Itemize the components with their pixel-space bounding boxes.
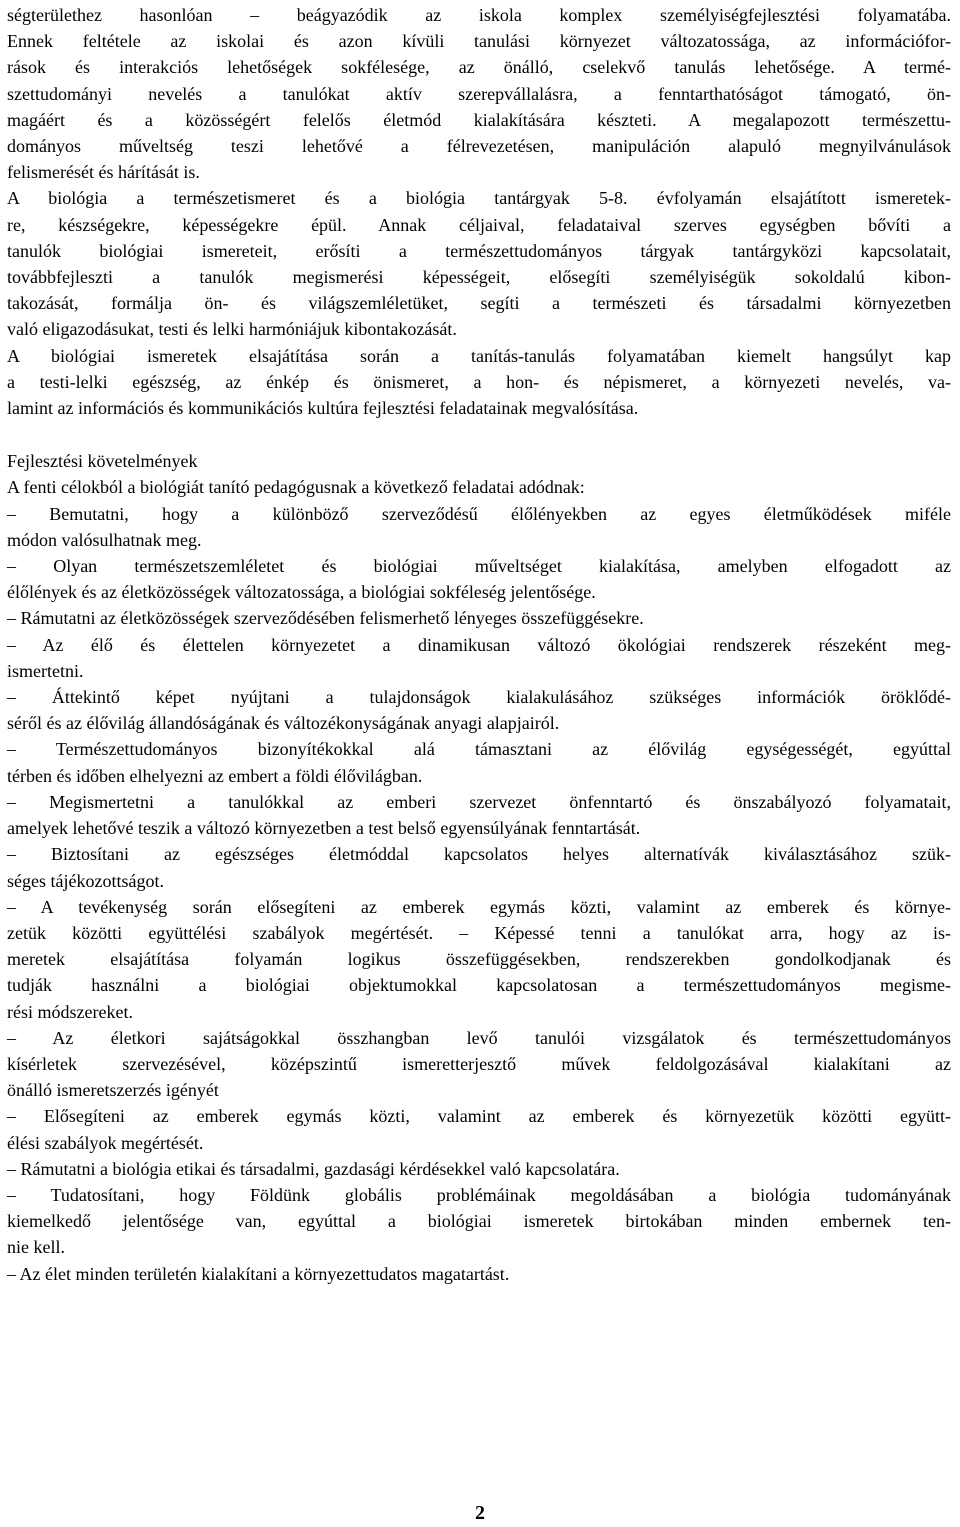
list-item [7, 553, 951, 605]
list-item [7, 1156, 951, 1182]
text-line: zetük közötti együttélési szabályok megértését. – Képessé tenni a tanulókat arra, hogy az is- [7, 922, 951, 943]
list-item [7, 684, 951, 736]
text-line: önálló ismeretszerzés igényét [7, 1080, 219, 1101]
list-item [7, 789, 951, 841]
text-line: séről és az élővilág állandóságának és változékonyságának anyagi alapjairól. [7, 713, 560, 734]
text-line: – Biztosítani az egészséges életmóddal kapcsolatos helyes alternatívák kiválasztásához szük- [7, 844, 951, 865]
section-intro [7, 474, 951, 500]
text-line: térben és időben elhelyezni az embert a földi élővilágban. [7, 765, 423, 786]
paragraph-hangsuly [7, 343, 951, 422]
paragraph-biologia-epul [7, 185, 951, 342]
section-intro-text: A fenti célokból a biológiát tanító pedagógusnak a következő feladatai adódnak: [7, 477, 585, 498]
text-line: tanulók biológiai ismereteit, erősíti a természettudományos tárgyak tantárgyközi kapcsolatait, [7, 240, 951, 261]
list-item [7, 605, 951, 631]
task-list [7, 501, 951, 1287]
text-line: élőlények és az életközösségek változatossága, a biológiai sokféleség jelentősége. [7, 582, 596, 603]
text-line: – Tudatosítani, hogy Földünk globális problémáinak megoldásában a biológia tudományának [7, 1184, 951, 1205]
page-number: 2 [475, 1502, 485, 1524]
text-line: rési módszereket. [7, 1001, 133, 1022]
text-line: továbbfejleszti a tanulók megismerési képességeit, elősegíti személyiségük sokoldalú kibon- [7, 267, 951, 288]
list-item [7, 841, 951, 893]
text-line: Ennek feltétele az iskolai és azon kívüli tanulási környezet változatossága, az információfor- [7, 31, 951, 52]
text-line: – Megismertetni a tanulókkal az emberi szervezet önfenntartó és önszabályozó folyamatait, [7, 791, 951, 812]
text-line: – Az élet minden területén kialakítani a környezettudatos magatartást. [7, 1263, 510, 1284]
text-line: ségterülethez hasonlóan – beágyazódik az iskola komplex személyiségfejlesztési folyamatába. [7, 5, 951, 25]
text-line: – Áttekintő képet nyújtani a tulajdonságok kialakulásához szükséges információk öröklődé- [7, 687, 951, 708]
text-line: felismerését és hárítását is. [7, 162, 200, 183]
text-line: lamint az információs és kommunikációs kultúra fejlesztési feladatainak megvalósítása. [7, 398, 639, 419]
text-line: – A tevékenység során elősegíteni az emberek egymás közti, valamint az emberek és környe- [7, 896, 951, 917]
text-line: tudják használni a biológiai objektumokkal kapcsolatosan a természettudományos megisme- [7, 975, 951, 996]
text-line: séges tájékozottságot. [7, 870, 164, 891]
blank-line [7, 421, 951, 448]
list-item [7, 632, 951, 684]
text-line: a testi-lelki egészség, az énkép és önismeret, a hon- és népismeret, a környezeti nevelés, va- [7, 371, 951, 392]
list-item [7, 1103, 951, 1155]
text-line: rások és interakciós lehetőségek sokfélesége, az önálló, cselekvő tanulás lehetősége. A termé- [7, 57, 951, 78]
list-item [7, 501, 951, 553]
text-line: – Olyan természetszemléletet és biológiai műveltséget kialakítása, amelyben elfogadott az [7, 556, 951, 577]
section-title [7, 448, 951, 474]
text-line: – Az életkori sajátságokkal összhangban levő tanulói vizsgálatok és természettudományos [7, 1027, 951, 1048]
list-item [7, 1025, 951, 1104]
text-line: módon valósulhatnak meg. [7, 529, 202, 550]
text-line: nie kell. [7, 1237, 65, 1258]
text-line: magáért és a közösségért felelős életmód kialakítására készteti. A megalapozott természettu- [7, 109, 951, 130]
text-line: – Rámutatni a biológia etikai és társadalmi, gazdasági kérdésekkel való kapcsolatára. [7, 1158, 620, 1179]
paragraph-intro [7, 2, 951, 185]
text-line: A biológia a természetismeret és a biológia tantárgyak 5-8. évfolyamán elsajátított ismeretek- [7, 188, 951, 209]
text-line: élési szabályok megértését. [7, 1132, 204, 1153]
text-line: dományos műveltség teszi lehetővé a félrevezetésen, manipuláción alapuló megnyilvánulások [7, 136, 951, 157]
text-line: A biológiai ismeretek elsajátítása során a tanítás-tanulás folyamatában kiemelt hangsúlyt kap [7, 345, 951, 366]
text-line: való eligazodásukat, testi és lelki harmóniájuk kibontakozását. [7, 319, 457, 340]
section-title-text: Fejlesztési követelmények [7, 451, 198, 472]
text-line: szettudományi nevelés a tanulókat aktív szerepvállalásra, a fenntarthatóságot támogató, ön- [7, 83, 951, 104]
text-line: ismertetni. [7, 660, 84, 681]
text-line: kísérletek szervezésével, középszintű ismeretterjesztő művek feldolgozásával kialakítani az [7, 1053, 951, 1074]
text-line: takozását, formálja ön- és világszemléletüket, segíti a természeti és társadalmi környezetben [7, 293, 951, 314]
text-line: – Rámutatni az életközösségek szerveződésében felismerhető lényeges összefüggésekre. [7, 608, 644, 629]
text-line: amelyek lehetővé teszik a változó környezetben a test belső egyensúlyának fenntartását. [7, 818, 641, 839]
text-line: meretek elsajátítása folyamán logikus összefüggésekben, rendszerekben gondolkodjanak és [7, 949, 951, 970]
list-item [7, 1261, 951, 1287]
list-item [7, 894, 951, 1025]
text-line: – Elősegíteni az emberek egymás közti, valamint az emberek és környezetük közötti együtt- [7, 1106, 951, 1127]
text-line: – Természettudományos bizonyítékokkal alá támasztani az élővilág egységességét, egyúttal [7, 739, 951, 760]
list-item [7, 736, 951, 788]
document-page [7, 2, 951, 1287]
text-line: kiemelkedő jelentősége van, egyúttal a biológiai ismeretek birtokában minden embernek ten- [7, 1211, 951, 1232]
text-line: – Az élő és élettelen környezetet a dinamikusan változó ökológiai rendszerek részeként meg- [7, 634, 951, 655]
list-item [7, 1182, 951, 1261]
text-line: re, készségekre, képességekre épül. Annak céljaival, feladataival szerves egységben bővíti a [7, 214, 951, 235]
text-line: – Bemutatni, hogy a különböző szerveződésű élőlényekben az egyes életműködések miféle [7, 503, 951, 524]
